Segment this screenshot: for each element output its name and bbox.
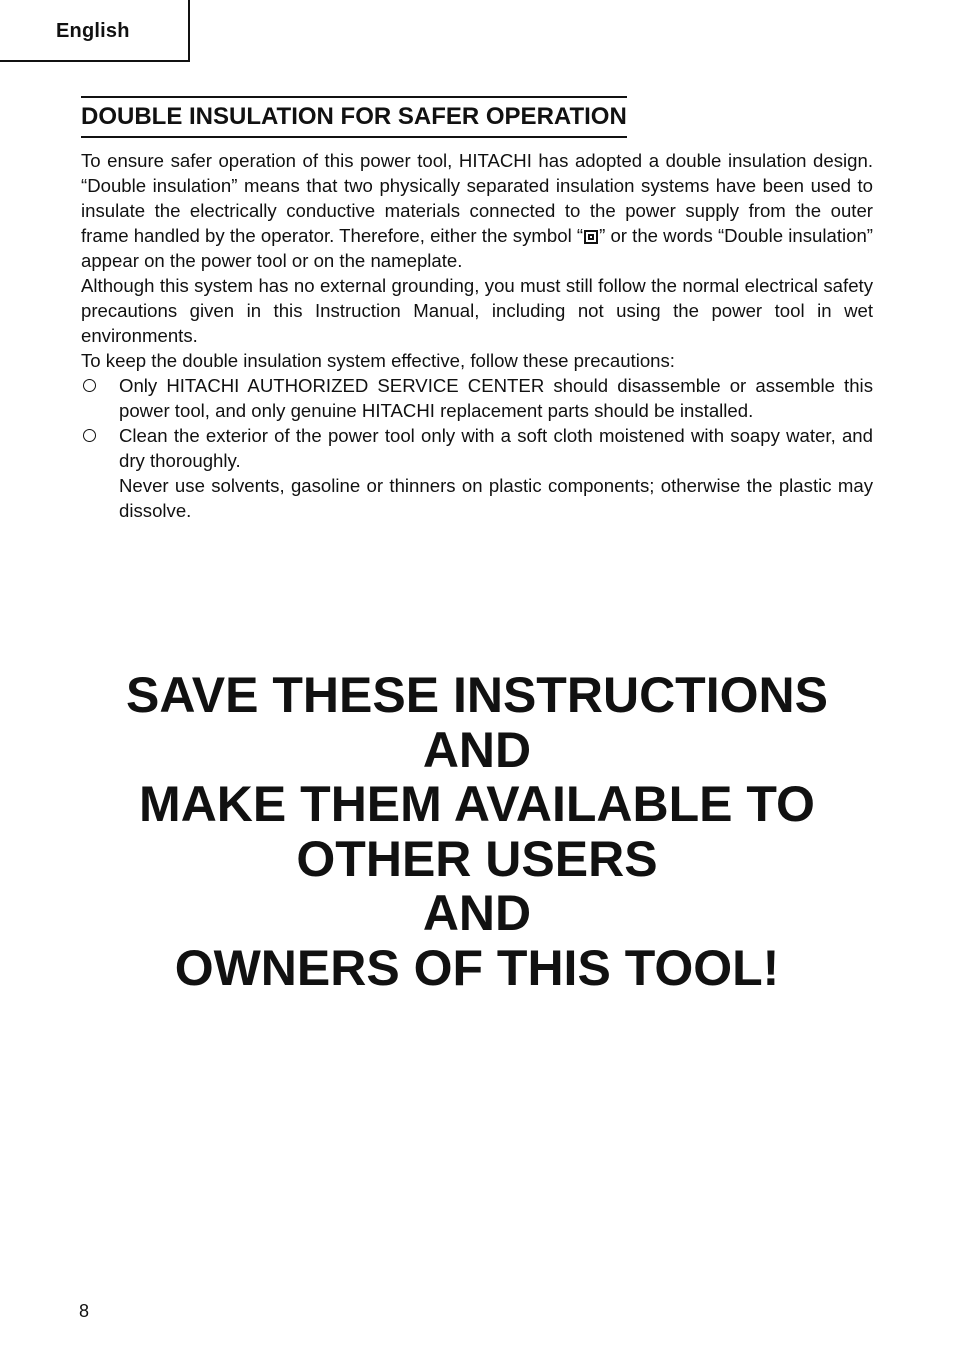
language-tab <box>0 0 190 62</box>
double-insulation-section <box>81 96 873 523</box>
intro-paragraph <box>81 148 873 273</box>
precaution-item <box>81 373 873 423</box>
intro-text-part2: ” or the words “Double insulation” appear on the power tool or on the nameplate. <box>81 225 874 271</box>
double-insulation-symbol-icon <box>584 230 598 244</box>
notice-line: AND <box>422 885 532 941</box>
precaution-text: Clean the exterior of the power tool only with a soft cloth moistened with soapy water, and dry thoroughly. <box>119 425 873 471</box>
circle-bullet-icon <box>83 429 96 442</box>
grounding-paragraph: Although this system has no external grounding, you must still follow the normal electrical safety precautions given in this Instruction Manual, including not using the power tool in wet environments. <box>81 275 873 346</box>
circle-bullet-icon <box>83 379 96 392</box>
page-number: 8 <box>79 1301 90 1321</box>
language-label: English <box>56 20 130 42</box>
save-instructions-notice <box>0 668 954 995</box>
section-heading: DOUBLE INSULATION FOR SAFER OPERATION <box>81 103 627 130</box>
precaution-item <box>81 423 873 523</box>
section-heading-rule <box>81 96 627 138</box>
notice-line: SAVE THESE INSTRUCTIONS <box>126 667 828 723</box>
precautions-intro: To keep the double insulation system effective, follow these precautions: <box>81 350 675 371</box>
precaution-text-continued: Never use solvents, gasoline or thinners on plastic components; otherwise the plastic may dissolve. <box>119 475 873 521</box>
notice-line: OWNERS OF THIS TOOL! <box>174 939 780 996</box>
notice-line: MAKE THEM AVAILABLE TO <box>139 776 815 832</box>
notice-line: OTHER USERS <box>296 830 658 887</box>
intro-text-part1: To ensure safer operation of this power tool, HITACHI has adopted a double insulation design. “Double insulation” means that two physically separated insulation systems have been used to insulate the electrically conductive materials connected to the power supply from the outer frame handled by the operator. Therefore, either the symbol “ <box>81 150 873 246</box>
notice-line: AND <box>422 721 532 778</box>
precaution-text: Only HITACHI AUTHORIZED SERVICE CENTER should disassemble or assemble this power tool, and only genuine HITACHI replacement parts should be installed. <box>119 375 873 421</box>
